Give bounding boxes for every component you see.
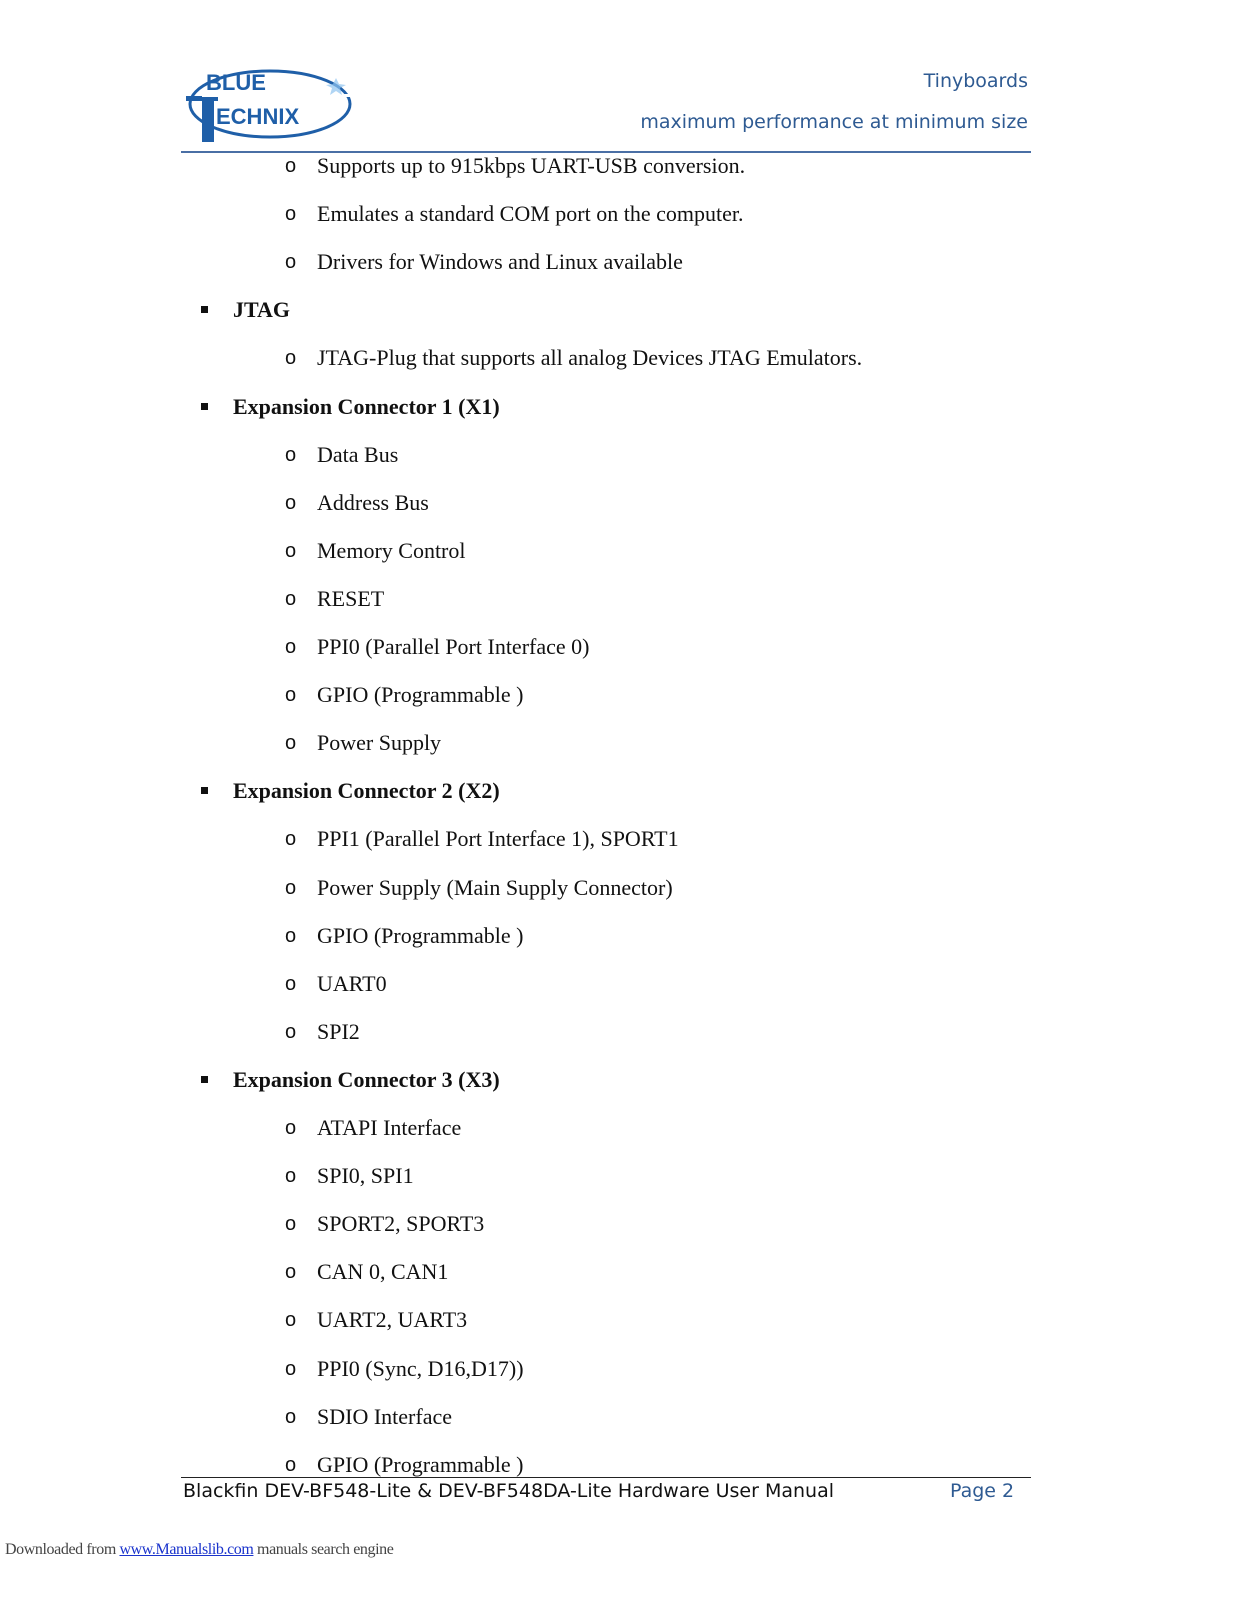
download-suffix: manuals search engine (253, 1541, 394, 1558)
list-item (0, 632, 1237, 662)
list-item-text: Emulates a standard COM port on the computer. (317, 201, 744, 227)
circle-bullet-icon: o (285, 1453, 297, 1476)
circle-bullet-icon: o (285, 732, 297, 755)
circle-bullet-icon: o (285, 1213, 297, 1236)
section-heading: JTAG (233, 297, 291, 323)
circle-bullet-icon: o (285, 539, 297, 562)
list-item-text: SPORT2, SPORT3 (317, 1211, 485, 1237)
list-item-text: GPIO (Programmable ) (317, 922, 524, 948)
circle-bullet-icon: o (285, 587, 297, 610)
square-bullet-icon (201, 1076, 208, 1083)
list-item-text: CAN 0, CAN1 (317, 1259, 449, 1285)
list-item-text: Power Supply (Main Supply Connector) (317, 874, 673, 900)
list-item (0, 247, 1237, 277)
circle-bullet-icon: o (285, 1117, 297, 1139)
list-item-text: Address Bus (317, 489, 429, 515)
blue-technix-logo (186, 66, 356, 146)
circle-bullet-icon: o (285, 155, 297, 177)
square-bullet-icon (201, 403, 208, 410)
circle-bullet-icon: o (285, 1357, 297, 1380)
list-item (0, 343, 1237, 373)
list-item (0, 728, 1237, 758)
download-prefix: Downloaded from (5, 1541, 120, 1558)
list-item-text: PPI1 (Parallel Port Interface 1), SPORT1 (317, 826, 679, 852)
section-heading: Expansion Connector 3 (X3) (233, 1066, 500, 1092)
list-item (0, 1257, 1237, 1287)
circle-bullet-icon: o (285, 636, 297, 658)
list-item (0, 680, 1237, 710)
list-item (0, 488, 1237, 518)
circle-bullet-icon: o (285, 828, 297, 851)
list-item-text: JTAG-Plug that supports all analog Devices JTAG Emulators. (317, 345, 863, 371)
list-item (0, 151, 1237, 181)
circle-bullet-icon: o (285, 443, 297, 466)
circle-bullet-icon: o (285, 1165, 297, 1188)
list-item-text: Drivers for Windows and Linux available (317, 249, 683, 275)
list-item (0, 584, 1237, 614)
list-item-text: GPIO (Programmable ) (317, 682, 524, 708)
list-item-text: SDIO Interface (317, 1403, 452, 1429)
list-item (0, 1402, 1237, 1432)
list-item-text: UART0 (317, 970, 387, 996)
list-item (0, 921, 1237, 951)
list-item-text: SPI0, SPI1 (317, 1163, 414, 1189)
circle-bullet-icon: o (285, 491, 297, 514)
manualslib-link[interactable]: www.Manualslib.com (119, 1541, 254, 1558)
list-item (0, 824, 1237, 854)
circle-bullet-icon: o (285, 1405, 297, 1428)
circle-bullet-icon: o (285, 972, 297, 995)
circle-bullet-icon: o (285, 924, 297, 947)
page-number: Page 2 (950, 1480, 1015, 1502)
section-item (0, 1065, 1237, 1095)
footer-divider (181, 1477, 1031, 1478)
list-item (0, 1209, 1237, 1239)
section-heading: Expansion Connector 2 (X2) (233, 778, 500, 804)
logo-text-blue: BLUE (206, 70, 266, 95)
list-item (0, 536, 1237, 566)
list-item-text: Memory Control (317, 537, 466, 563)
circle-bullet-icon: o (285, 684, 297, 707)
list-item-text: SPI2 (317, 1018, 360, 1044)
list-item-text: PPI0 (Sync, D16,D17)) (317, 1355, 524, 1381)
header-subtitle: maximum performance at minimum size (640, 111, 1028, 133)
list-item-text: ATAPI Interface (317, 1115, 462, 1140)
list-item-text: Power Supply (317, 730, 442, 756)
list-item (0, 1305, 1237, 1335)
circle-bullet-icon: o (285, 1309, 297, 1332)
list-item (0, 969, 1237, 999)
circle-bullet-icon: o (285, 251, 297, 274)
square-bullet-icon (201, 306, 208, 313)
list-item (0, 440, 1237, 470)
section-item (0, 776, 1237, 806)
section-item (0, 392, 1237, 422)
list-item-text: GPIO (Programmable ) (317, 1451, 524, 1477)
circle-bullet-icon: o (285, 347, 297, 370)
list-item (0, 1450, 1237, 1480)
list-item (0, 199, 1237, 229)
list-item (0, 1354, 1237, 1384)
circle-bullet-icon: o (285, 1261, 297, 1284)
circle-bullet-icon: o (285, 1020, 297, 1043)
download-note (5, 1541, 393, 1559)
list-item (0, 1017, 1237, 1047)
footer-title: Blackfin DEV-BF548-Lite & DEV-BF548DA-Lite Hardware User Manual (183, 1480, 835, 1502)
list-item-text: Data Bus (317, 441, 399, 467)
circle-bullet-icon: o (285, 203, 297, 226)
list-item-text: PPI0 (Parallel Port Interface 0) (317, 634, 590, 659)
list-item-text: UART2, UART3 (317, 1307, 468, 1333)
list-item (0, 873, 1237, 903)
list-item (0, 1113, 1237, 1143)
list-item-text: RESET (317, 585, 385, 611)
section-item (0, 295, 1237, 325)
logo-text-echnix: ECHNIX (216, 104, 300, 129)
list-item (0, 1161, 1237, 1191)
circle-bullet-icon: o (285, 876, 297, 899)
section-heading: Expansion Connector 1 (X1) (233, 393, 500, 419)
square-bullet-icon (201, 787, 208, 794)
header-title: Tinyboards (923, 70, 1028, 92)
list-item-text: Supports up to 915kbps UART-USB conversion. (317, 153, 746, 178)
